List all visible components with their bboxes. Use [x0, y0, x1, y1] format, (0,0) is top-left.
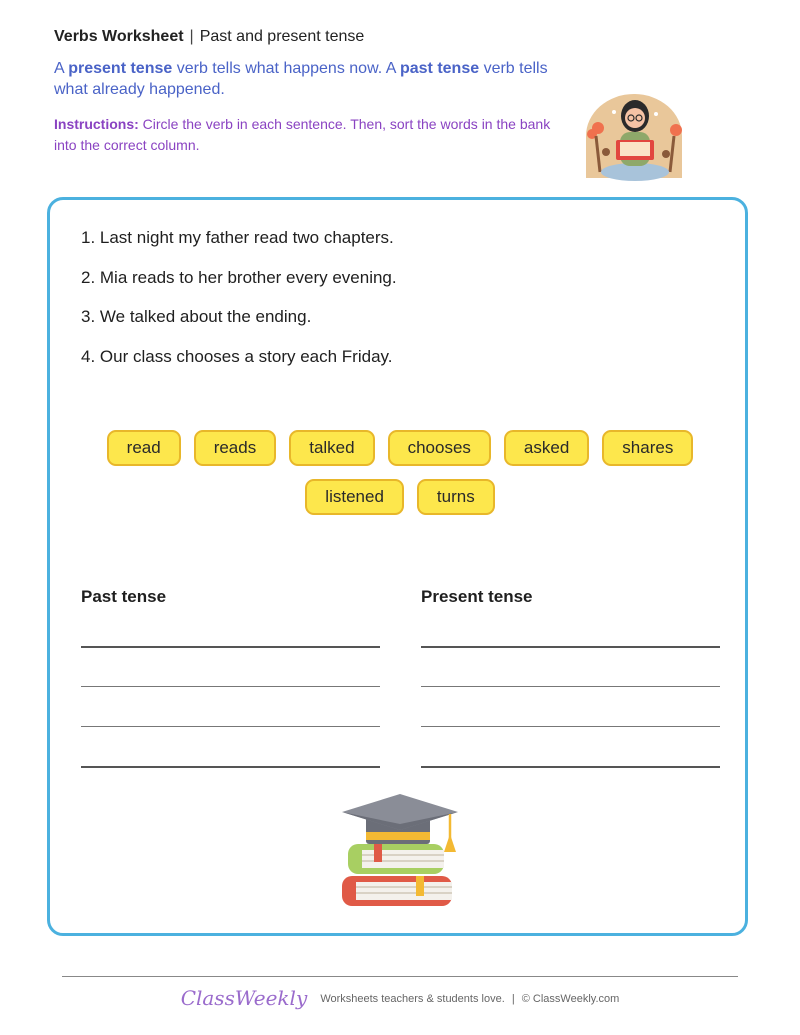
intro-part-1: A: [54, 60, 69, 77]
present-tense-title: Present tense: [421, 587, 533, 606]
intro-text: [54, 58, 574, 100]
sentence-item[interactable]: 4. Our class chooses a story each Friday.: [81, 346, 393, 366]
answer-line[interactable]: [421, 686, 720, 687]
word-bank-row: [60, 479, 740, 515]
worksheet-title: Verbs Worksheet: [54, 28, 184, 45]
past-tense-column: [81, 587, 380, 609]
footer: [0, 986, 800, 1010]
instructions-body: Circle the verb in each sentence. Then, sort the words in the bank into the correct column.: [54, 116, 551, 153]
word-chip-asked[interactable]: asked: [504, 430, 589, 466]
sentence-item[interactable]: 2. Mia reads to her brother every evening.: [81, 267, 397, 287]
footer-separator: |: [511, 993, 515, 1005]
sentence-item[interactable]: 1. Last night my father read two chapters.: [81, 228, 394, 247]
answer-line[interactable]: [81, 686, 380, 687]
answer-line[interactable]: [81, 766, 380, 768]
word-chip-listened[interactable]: listened: [305, 479, 404, 515]
past-tense-title: Past tense: [81, 587, 167, 606]
word-bank-row: [60, 430, 740, 466]
word-chip-chooses[interactable]: chooses: [388, 430, 491, 466]
header-separator: |: [189, 28, 194, 45]
present-tense-column: [421, 587, 720, 609]
graduation-cap-on-books-illustration: [338, 790, 462, 914]
instructions-text: [54, 114, 554, 156]
brand-logo[interactable]: ClassWeekly: [180, 986, 308, 1010]
word-chip-shares[interactable]: shares: [602, 430, 693, 466]
word-bank: [60, 430, 740, 528]
sentence-item[interactable]: 3. We talked about the ending.: [81, 307, 312, 326]
intro-part-3: verb tells what already happened.: [54, 60, 548, 98]
footer-divider: [62, 976, 738, 977]
worksheet-subtitle: Past and present tense: [199, 28, 365, 45]
answer-line[interactable]: [81, 646, 380, 648]
answer-line[interactable]: [421, 766, 720, 768]
word-chip-talked[interactable]: talked: [289, 430, 374, 466]
past-tense-term: past tense: [399, 60, 480, 77]
answer-line[interactable]: [421, 726, 720, 727]
sentence-list: [81, 227, 397, 385]
answer-line[interactable]: [421, 646, 720, 648]
word-chip-turns[interactable]: turns: [417, 479, 495, 515]
footer-copyright[interactable]: © ClassWeekly.com: [521, 993, 620, 1005]
footer-tagline: Worksheets teachers & students love.: [320, 993, 505, 1005]
answer-line[interactable]: [81, 726, 380, 727]
word-chip-read[interactable]: read: [107, 430, 181, 466]
worksheet-header: [54, 28, 364, 46]
word-chip-reads[interactable]: reads: [194, 430, 277, 466]
present-tense-term: present tense: [68, 60, 173, 77]
instructions-label: Instructions:: [54, 116, 139, 132]
intro-part-2: verb tells what happens now. A: [172, 60, 400, 77]
girl-reading-book-illustration: [578, 92, 690, 184]
